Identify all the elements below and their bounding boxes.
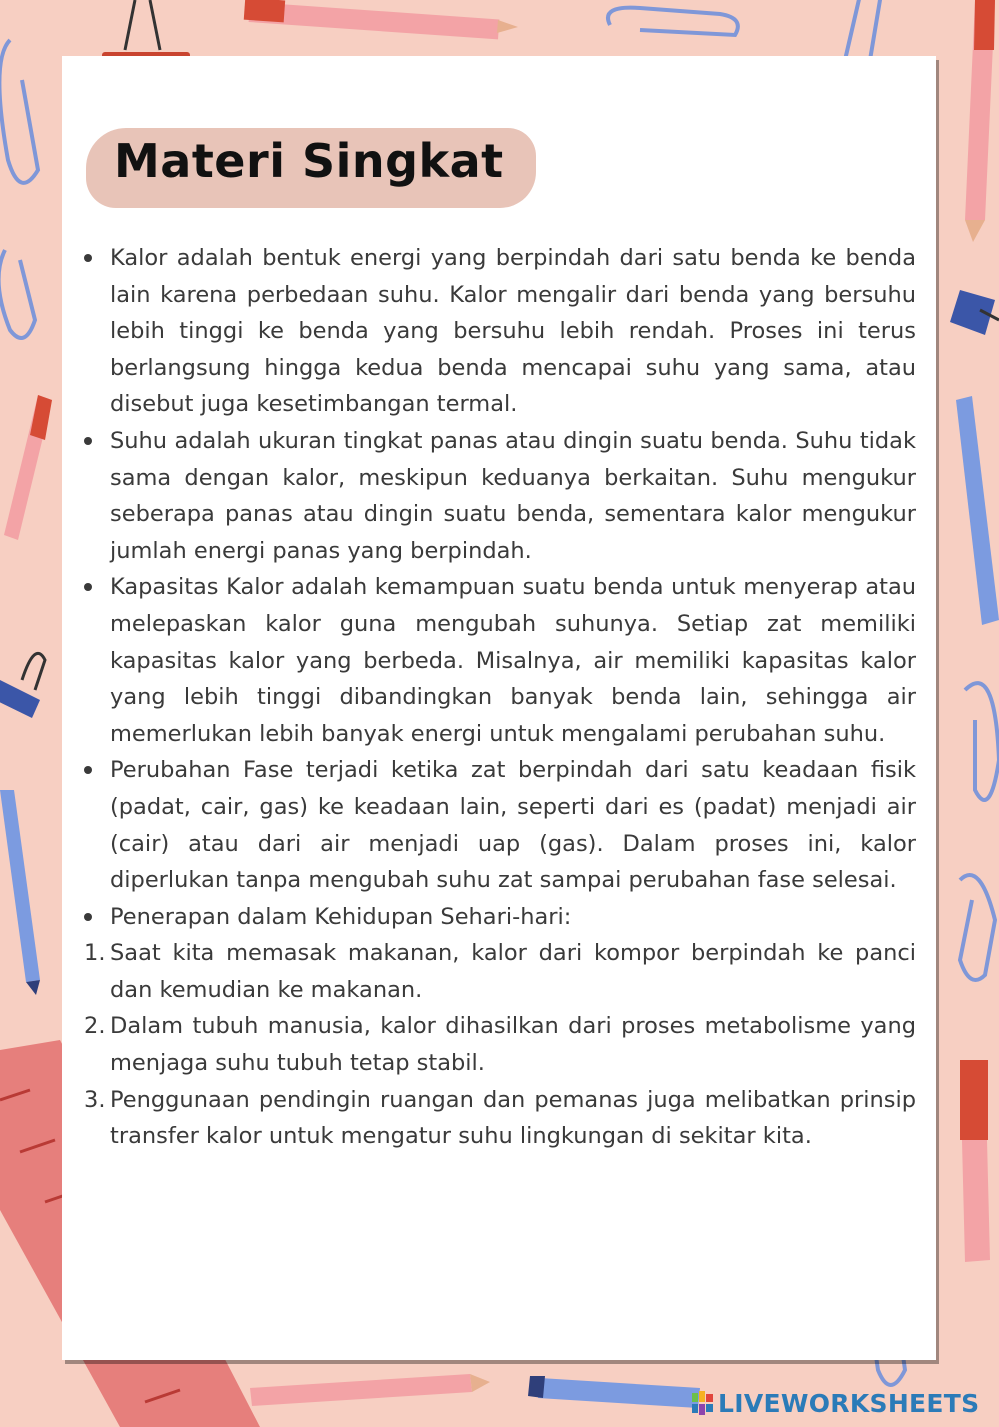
list-item (108, 899, 916, 936)
content-body (84, 240, 916, 1155)
pencil-icon (965, 0, 995, 242)
bullet-icon (84, 437, 92, 445)
numbered-item-text: Penggunaan pendingin ruangan dan pemanas juga melibatkan prinsip transfer kalor untuk mengatur suhu lingkungan di sekitar kita. (110, 1086, 916, 1150)
numbered-item (84, 1082, 916, 1155)
pen-icon (0, 790, 40, 995)
binder-clip-icon (0, 653, 45, 718)
bullet-icon (84, 913, 92, 921)
pencil-icon (250, 1374, 490, 1406)
list-item-text: Kalor adalah bentuk energi yang berpindah dari satu benda ke benda lain karena perbedaan suhu. Kalor mengalir dari benda yang bersuhu lebih tinggi ke benda yang bersuhu lebih rendah. Proses ini terus berlangsung hingga kedua benda mencapai suhu yang sama, atau disebut juga kesetimbangan termal. (110, 245, 916, 418)
numbered-item (84, 1008, 916, 1081)
pen-icon (528, 1376, 700, 1408)
bullet-icon (84, 583, 92, 591)
bullet-icon (84, 766, 92, 774)
list-item-text: Kapasitas Kalor adalah kemampuan suatu benda untuk menyerap atau melepaskan kalor guna mengubah suhunya. Setiap zat memiliki kapasitas kalor yang berbeda. Misalnya, air memiliki kapasitas kalor yang lebih tinggi dibandingkan banyak benda lain, sehingga air memerlukan lebih banyak energi untuk mengalami perubahan suhu. (110, 574, 916, 747)
liveworksheets-logo-icon (692, 1391, 714, 1415)
list-item-text: Suhu adalah ukuran tingkat panas atau dingin suatu benda. Suhu tidak sama dengan kalor, meskipun keduanya berkaitan. Suhu mengukur seberapa panas atau dingin suatu benda, sementara kalor mengukur jumlah energi panas yang berpindah. (110, 427, 916, 564)
list-item-text: Perubahan Fase terjadi ketika zat berpindah dari satu keadaan fisik (padat, cair, gas) ke keadaan lain, seperti dari es (padat) menjadi air (cair) atau dari air menjadi uap (gas). Dalam proses ini, kalor diperlukan tanpa mengubah suhu zat sampai perubahan fase selesai. (110, 757, 916, 894)
list-item (108, 240, 916, 423)
liveworksheets-logo[interactable] (692, 1386, 979, 1420)
list-item-text: Penerapan dalam Kehidupan Sehari-hari: (110, 903, 572, 930)
item-number: 1. (84, 940, 106, 967)
pen-icon (956, 396, 999, 625)
item-number: 3. (84, 1086, 106, 1113)
list-item (108, 569, 916, 752)
numbered-item (84, 935, 916, 1008)
bullet-icon (84, 254, 92, 262)
item-number: 2. (84, 1013, 106, 1040)
pencil-icon (4, 395, 52, 540)
numbered-item-text: Saat kita memasak makanan, kalor dari kompor berpindah ke panci dan kemudian ke makanan. (110, 940, 916, 1003)
numbered-item-text: Dalam tubuh manusia, kalor dihasilkan dari proses metabolisme yang menjaga suhu tubuh tetap stabil. (110, 1013, 916, 1077)
pencil-icon (960, 1060, 990, 1262)
page-title: Materi Singkat (114, 134, 504, 188)
list-item (108, 423, 916, 569)
logo-text: LIVEWORKSHEETS (718, 1388, 980, 1418)
pencil-icon (244, 0, 518, 39)
list-item (108, 752, 916, 898)
binder-clip-icon (950, 290, 999, 335)
content-paper (62, 56, 936, 1360)
